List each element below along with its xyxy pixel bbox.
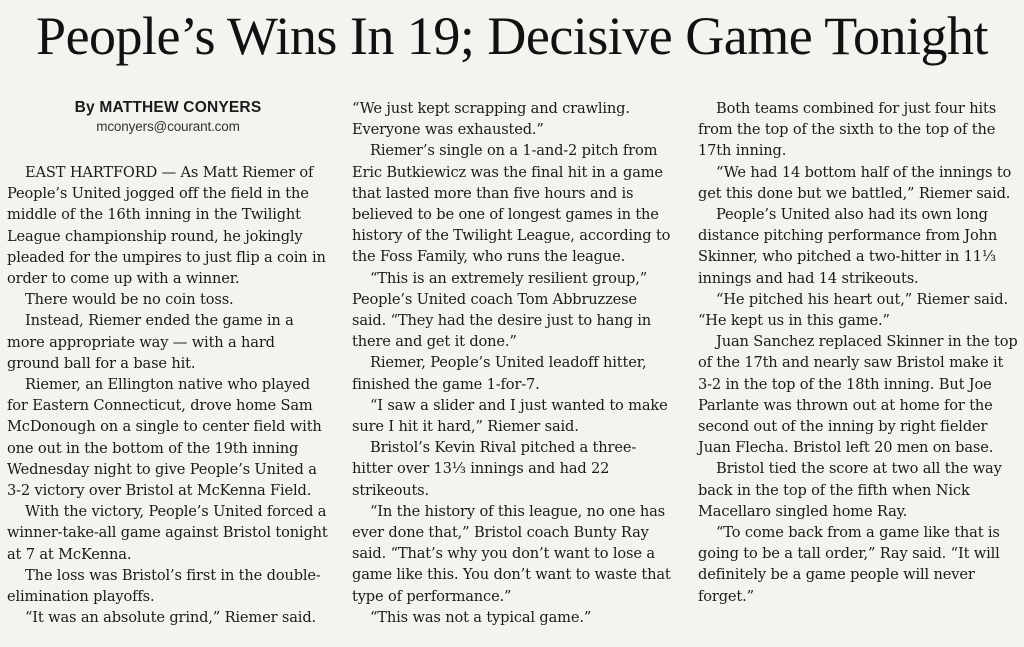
paragraph: “In the history of this league, no one has ever done that,” Bristol coach Bunty Ray said. “That’s why you don’t want to lose a game like this. You don’t want to waste that type of performance.”	[352, 502, 671, 605]
headline: People’s Wins In 19; Decisive Game Tonight	[36, 6, 988, 66]
paragraph: Bristol tied the score at two all the way back in the top of the fifth when Nick Macellaro singled home Ray.	[698, 460, 1002, 520]
paragraph: Instead, Riemer ended the game in a more appropriate way — with a hard ground ball for a base hit.	[7, 312, 294, 372]
paragraph: “To come back from a game like that is going to be a tall order,” Ray said. “It will definitely be a game people will never forget.”	[698, 524, 1000, 605]
paragraph: Juan Sanchez replaced Skinner in the top of the 17th and nearly saw Bristol make it 3-2 in the top of the 18th inning. But Joe Parlante was thrown out at home for the second out of the inning by right fielder Juan Flecha. Bristol left 20 men on base.	[698, 333, 1018, 457]
paragraph: With the victory, People’s United forced a winner-take-all game against Bristol tonight at 7 at McKenna.	[7, 503, 328, 563]
paragraph: “It was an absolute grind,” Riemer said.	[25, 609, 316, 627]
paragraph: Both teams combined for just four hits from the top of the sixth to the top of the 17th inning.	[698, 100, 997, 160]
paragraph: EAST HARTFORD — As Matt Riemer of People’s United jogged off the field in the middle of the 16th inning in the Twilight League championship round, he jokingly pleaded for the umpires to just flip a coin in order to come up with a winner.	[7, 164, 326, 288]
paragraph: “I saw a slider and I just wanted to make sure I hit it hard,” Riemer said.	[352, 396, 668, 436]
paragraph: Riemer’s single on a 1-and-2 pitch from Eric Butkiewicz was the final hit in a game that lasted more than five hours and is believed to be one of longest games in the history of the Twilight League, according to the Foss Family, who runs the league.	[352, 142, 671, 266]
article-column-3	[698, 98, 1020, 607]
paragraph: Riemer, People’s United leadoff hitter, finished the game 1-for-7.	[352, 354, 647, 393]
paragraph: “He pitched his heart out,” Riemer said. “He kept us in this game.”	[698, 290, 1008, 330]
byline-author: By MATTHEW CONYERS	[74, 99, 262, 116]
paragraph: People’s United also had its own long distance pitching performance from John Skinner, who pitched a two-hitter in 11⅓ innings and had 14 strikeouts.	[698, 206, 998, 287]
article-column-2	[352, 98, 674, 628]
byline-email: mconyers@courant.com	[96, 119, 240, 134]
paragraph: There would be no coin toss.	[25, 291, 234, 309]
paragraph: Bristol’s Kevin Rival pitched a three-hitter over 13⅓ innings and had 22 strikeouts.	[352, 439, 637, 499]
paragraph: “We had 14 bottom half of the innings to get this done but we battled,” Riemer said.	[698, 163, 1012, 202]
paragraph: Riemer, an Ellington native who played for Eastern Connecticut, drove home Sam McDonough on a single to center field with one out in the bottom of the 19th inning Wednesday night to give People’s United a 3-2 victory over Bristol at McKenna Field.	[7, 376, 322, 500]
paragraph: The loss was Bristol’s first in the double-elimination playoffs.	[7, 566, 321, 606]
paragraph: “We just kept scrapping and crawling. Everyone was exhausted.”	[352, 100, 630, 139]
paragraph: “This is an extremely resilient group,” People’s United coach Tom Abbruzzese said. “They had the desire just to hang in there and get it done.”	[352, 269, 652, 351]
paragraph: “This was not a typical game.”	[370, 608, 592, 626]
article-column-1	[7, 98, 329, 628]
